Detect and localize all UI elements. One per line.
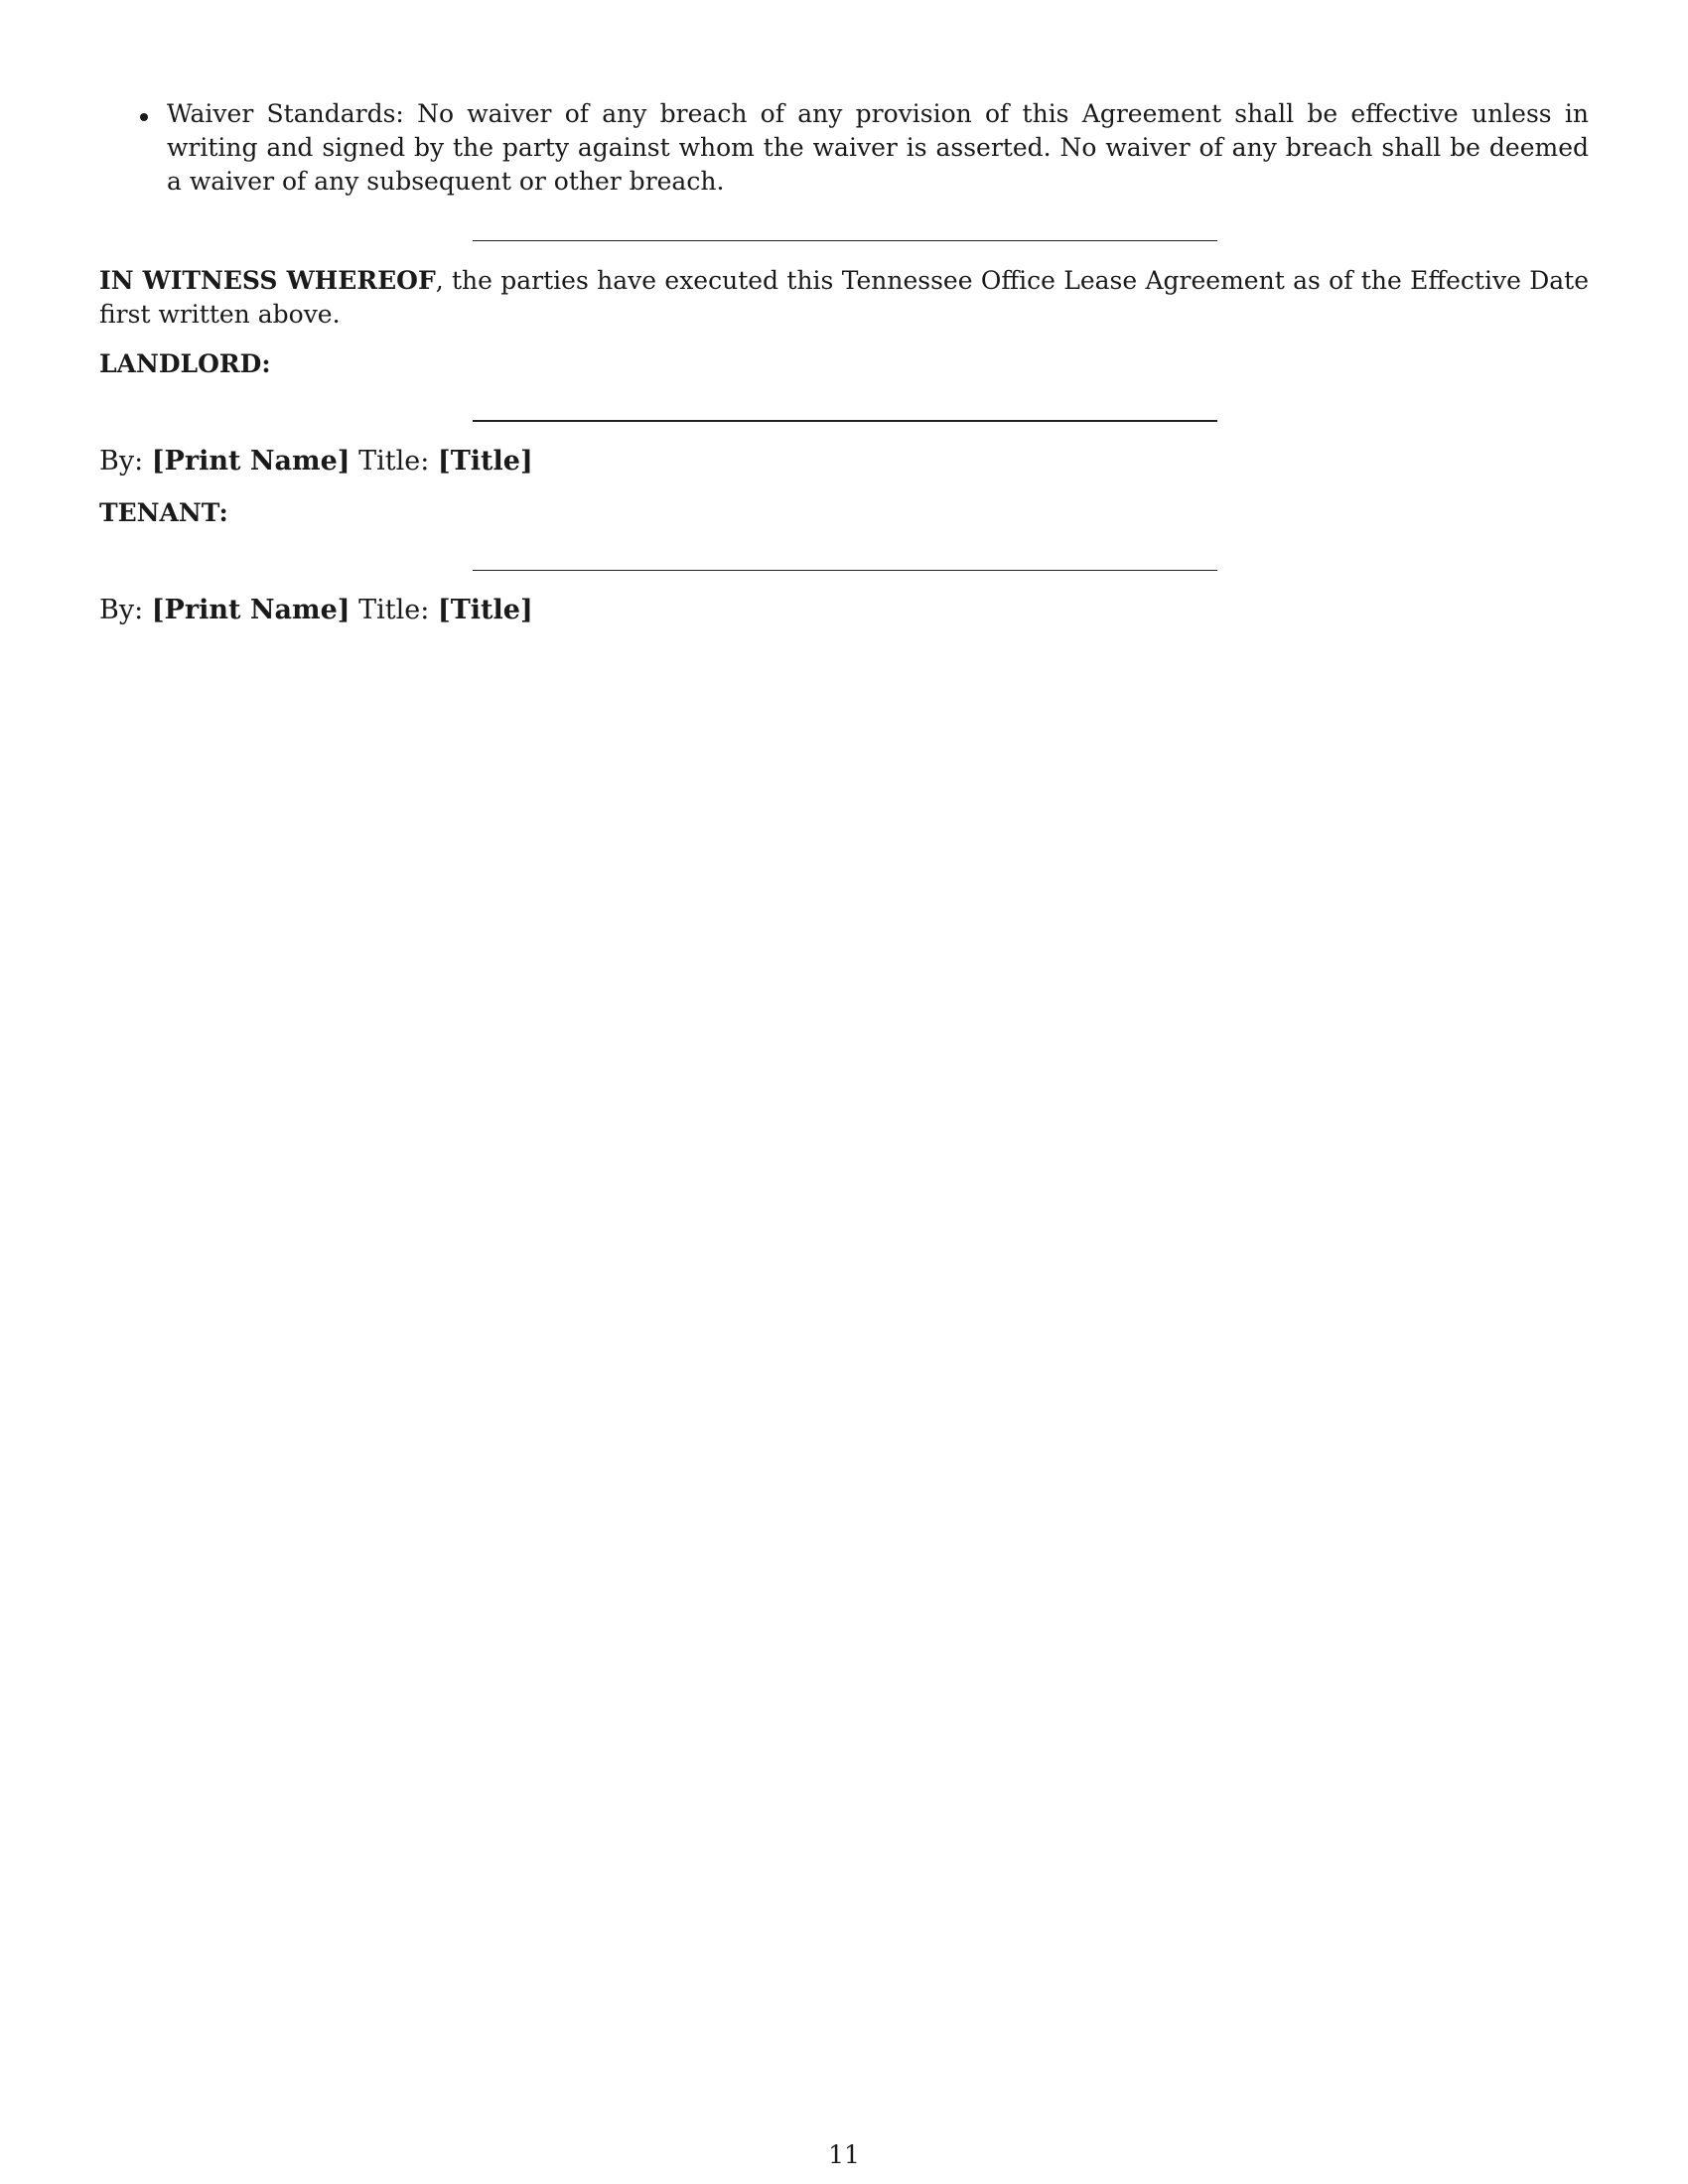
list-item-waiver-standards (99, 97, 1589, 199)
witness-text: , the parties have executed this Tennessee Office Lease Agreement as of the Effective Date first written above. (99, 266, 1589, 329)
tenant-print-name: [Print Name] (151, 595, 351, 625)
provisions-list (99, 97, 1589, 199)
waiver-standards-text: Waiver Standards: No waiver of any breach of any provision of this Agreement shall be effective unless in writing and signed by the party against whom the waiver is asserted. No waiver of any breach shall be deemed a waiver of any subsequent or other breach. (167, 99, 1589, 196)
section-divider (473, 240, 1217, 241)
witness-clause (99, 264, 1589, 332)
tenant-signature-line (473, 570, 1217, 571)
landlord-signature-line (473, 420, 1217, 422)
tenant-by-label: By: (99, 595, 152, 625)
landlord-signature-block (99, 444, 533, 479)
landlord-print-name: [Print Name] (151, 446, 351, 477)
witness-lead: IN WITNESS WHEREOF (99, 266, 436, 295)
tenant-title-value: [Title] (437, 595, 533, 625)
landlord-title-value: [Title] (437, 446, 533, 477)
landlord-title-label: Title: (350, 446, 438, 477)
bullet-icon (140, 113, 148, 121)
tenant-signature-block (99, 593, 533, 628)
landlord-label: LANDLORD: (99, 349, 271, 378)
landlord-by-label: By: (99, 446, 152, 477)
tenant-title-label: Title: (350, 595, 438, 625)
tenant-label: TENANT: (99, 498, 228, 527)
page-number: 11 (828, 2140, 860, 2169)
